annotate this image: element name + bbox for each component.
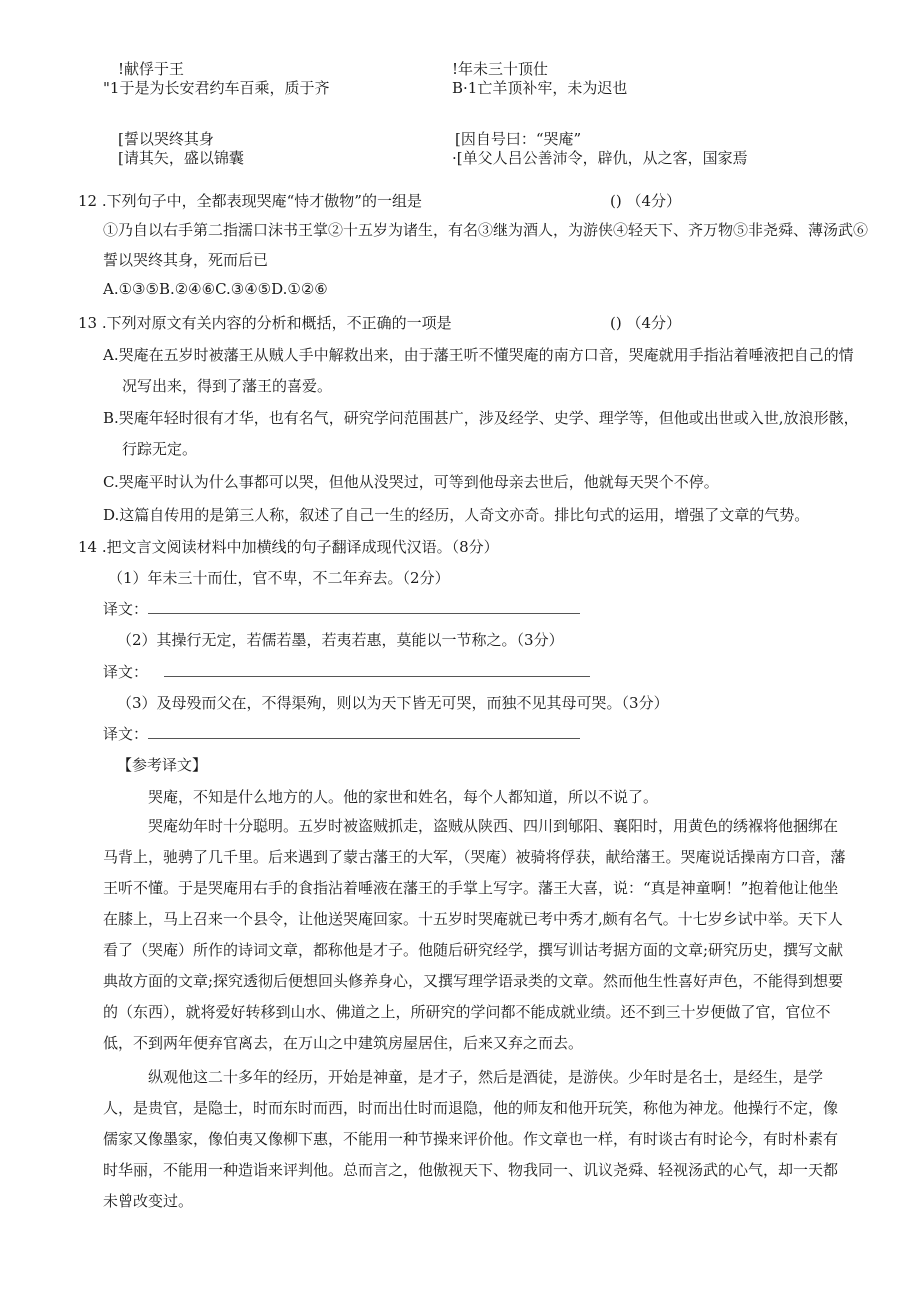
q14-sentence-2: （2）其操行无定，若儒若墨，若夷若惠，莫能以一节称之。（3分） (117, 631, 564, 649)
q14-answer-3[interactable] (103, 723, 580, 744)
option-row4-right: ·[单父人吕公善沛令，辟仇，从之客，国家焉 (452, 149, 748, 167)
q12-items-line2: 誓以哭终其身，死而后已 (103, 251, 269, 269)
reference-paragraph-3: 纵观他这二十多年的经历，开始是神童，是才子，然后是酒徒，是游侠。少年时是名士，是经生，是学人，是贵官，是隐士，时而东时而西，时而出仕时而退隐，他的师友和他开玩笑，称他为神龙。他操行不定，像儒家又像墨家，像伯夷又像柳下惠，不能用一种节操来评价他。作文章也一样，有时谈古有时论今，有时朴素有时华丽，不能用一种造诣来评判他。总而言之，他傲视天下、物我同一、讥议尧舜、轻视汤武的心气，却一天都未曾改变过。 (103, 1068, 839, 1210)
option-row1-right: !年未三十顶仕 (452, 60, 549, 78)
q12-choices: A.①③⑤B.②④⑥C.③④⑤D.①②⑥ (103, 280, 328, 298)
q13-option-a-line2: 况写出来，得到了藩王的喜爱。 (122, 377, 333, 395)
option-row1-left: !献俘于王 (118, 60, 185, 78)
reference-heading: 【参考译文】 (117, 756, 208, 774)
reference-paragraph-2: 哭庵幼年时十分聪明。五岁时被盗贼抓走，盗贼从陕西、四川到郇阳、襄阳时，用黄色的绣褓将他捆绑在马背上，驰骋了几千里。后来遇到了蒙古藩王的大军，（哭庵）被骑将俘获，献给藩王。哭庵说话操南方口音，藩王听不懂。于是哭庵用右手的食指沾着唾液在藩王的手掌上写字。藩王大喜，说：“真是神童啊！”抱着他让他坐在膝上，马上召来一个县令，让他送哭庵回家。十五岁时哭庵就已考中秀才,颇有名气。十七岁乡试中举。天下人看了（哭庵）所作的诗词文章，都称他是才子。他随后研究经学，撰写训诂考据方面的文章;研究历史，撰写文献典故方面的文章;探究透彻后便想回头修养身心，又撰写理学语录类的文章。然而他生性喜好声色，不能得到想要的（东西），就将爱好转移到山水、佛道之上，所研究的学问都不能成就业绩。还不到三十岁便做了官，官位不低，不到两年便弃官离去，在万山之中建筑房屋居住，后来又弃之而去。 (103, 817, 846, 1052)
q14-sentence-3: （3）及母殁而父在，不得渠殉，则以为天下皆无可哭，而独不见其母可哭。（3分） (117, 694, 669, 712)
option-row2-left: "1于是为长安君约车百乘，质于齐 (103, 79, 330, 97)
q14-sentence-1: （1）年未三十而仕，官不卑，不二年弃去。（2分） (108, 569, 450, 587)
answer-label: 译文： (103, 663, 149, 681)
q13-stem: 13 .下列对原文有关内容的分析和概括，不正确的一项是 (78, 314, 452, 332)
answer-label: 译文： (103, 725, 149, 743)
q13-option-c: C.哭庵平时认为什么事都可以哭，但他从没哭过，可等到他母亲去世后，他就每天哭个不停。 (103, 473, 719, 491)
q12-items-line1: ①乃自以右手第二指濡口沫书王掌②十五岁为诸生，有名③继为酒人，为游侠④轻天下、齐万物⑤非尧舜、薄汤武⑥ (103, 221, 869, 239)
q13-option-d: D.这篇自传用的是第三人称，叙述了自己一生的经历，人奇文亦奇。排比句式的运用，增强了文章的气势。 (103, 506, 810, 524)
option-row4-left: [请其矢，盛以锦囊 (118, 149, 244, 167)
reference-paragraph-1: 哭庵，不知是什么地方的人。他的家世和姓名，每个人都知道，所以不说了。 (148, 788, 659, 806)
q14-answer-1[interactable] (103, 598, 580, 619)
option-row2-right: B·1亡羊顶补牢，未为迟也 (452, 79, 628, 97)
q13-score: () （4分） (610, 314, 682, 332)
q12-stem: 12 .下列句子中，全都表现哭庵“恃才傲物”的一组是 (78, 192, 422, 210)
option-row3-left: [誓以哭终其身 (118, 130, 214, 148)
q13-option-b-line1: B.哭庵年轻时很有才华，也有名气，研究学问范围甚广，涉及经学、史学、理学等，但他或出世或入世,放浪形骸， (103, 409, 859, 427)
answer-blank-1[interactable] (148, 601, 580, 614)
option-row3-right: [因自号曰：“哭庵” (455, 130, 582, 148)
q12-score: () （4分） (610, 192, 682, 210)
q14-answer-2[interactable] (103, 661, 590, 682)
q13-option-b-line2: 行踪无定。 (122, 440, 198, 458)
q14-stem: 14 .把文言文阅读材料中加横线的句子翻译成现代汉语。（8分） (78, 538, 499, 556)
answer-blank-2[interactable] (164, 664, 590, 677)
answer-label: 译文： (103, 600, 149, 618)
answer-blank-3[interactable] (148, 726, 580, 739)
q13-option-a-line1: A.哭庵在五岁时被藩王从贼人手中解救出来，由于藩王听不懂哭庵的南方口音，哭庵就用手指沾着唾液把自己的情 (103, 346, 854, 364)
